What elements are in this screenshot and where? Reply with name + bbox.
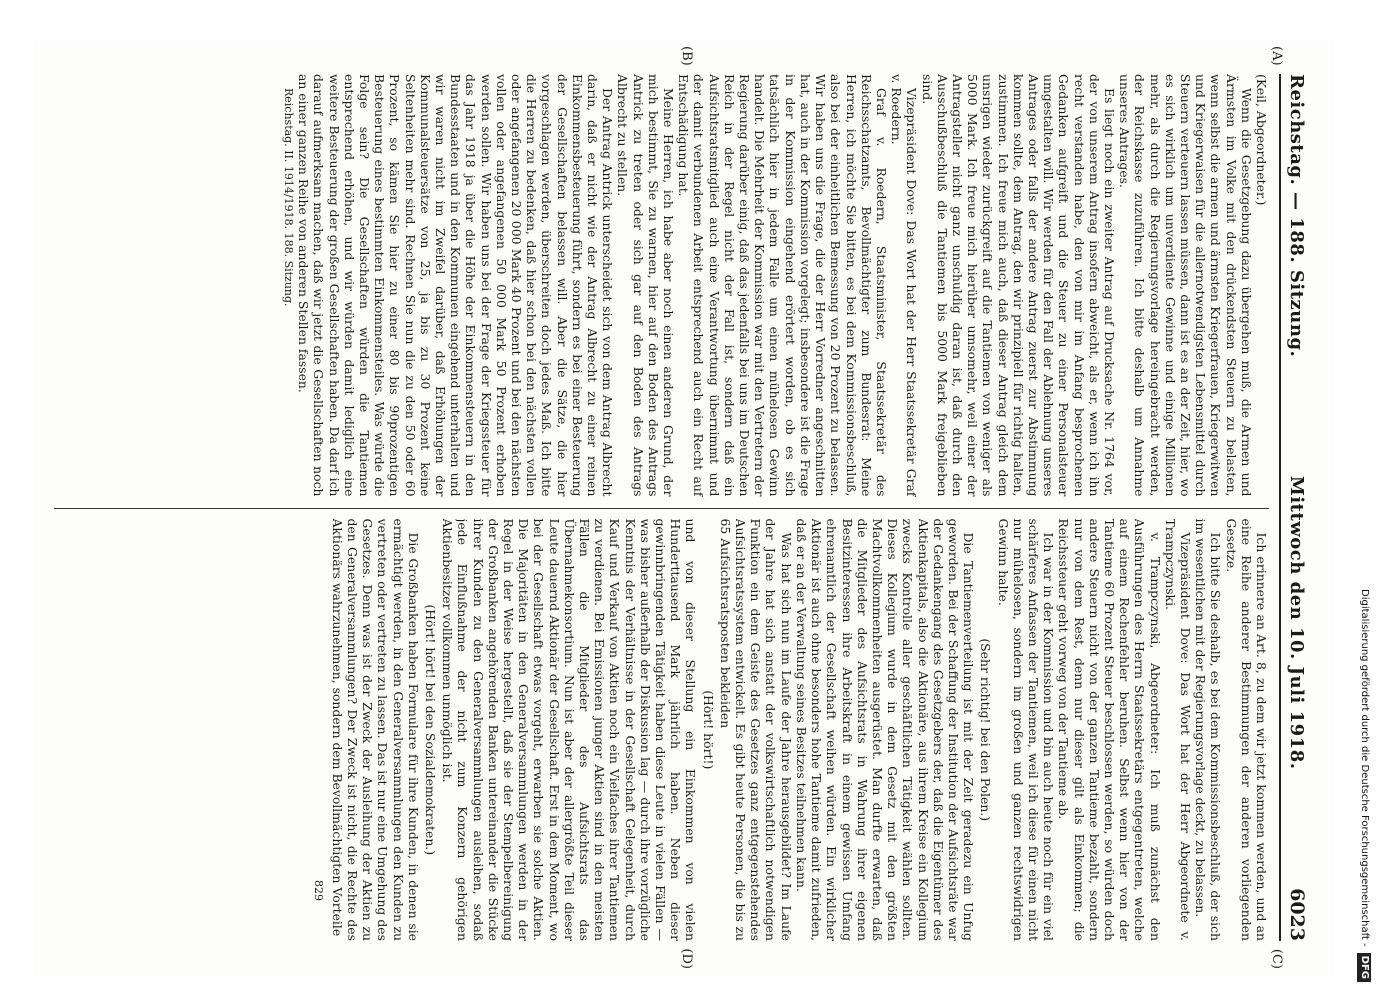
paragraph: Ich war in der Kommission und bin auch heute noch für ein viel schärferes Anfassen der Tantiemen, weil ich diese für einen nicht nur mühelosen, sondern im großen und ganzen rechtswidrigen Gewinn halte. xyxy=(995,518,1057,941)
paragraph: und von dieser Stellung ein Einkommen von vielen Hunderttausend Mark jährlich haben. Neben dieser gewinnbringenden Tätigkeit haben diese Leute in vielen Fällen — was bisher außerhalb der Diskussion lag — durch ihre vorzügliche Kenntnis der Verhältnisse in der Gesellschaft Gelegenheit, durch Kauf und Verkauf von Aktien noch ein Vielfaches ihrer Tantiemen zu verdienen. Bei Emissionen junger Aktien sind in den meisten Fällen die Mitglieder des Aufsichtsrats das Übernahmekonsortium. Nun ist aber der allergrößte Teil dieser Leute dauernd Aktionär der Gesellschaft. Erst in dem Moment, wo bei der Gesellschaft etwas vorgeht, erwarben sie solche Aktien. Die Majoritäten in den Generalversammlungen werden in der Regel in der Weise hergestellt, daß sie der Stempelbereinigung der Großbanken angehörenden Banken untereinander die Stücke ihrer Kunden zu den Generalversammlungen ausleihen, sodaß jede Einflußnahme der nicht zum Konzern gehörigen Aktienbesitzer vollkommen unmöglich ist. xyxy=(440,518,699,941)
digitization-credit xyxy=(1357,12,1371,982)
scanned-page xyxy=(34,40,1334,975)
margin-marker-d: (D) xyxy=(679,948,694,969)
page-footer: Reichstag. II. 1914/1918. 188. Sitzung. xyxy=(282,88,295,307)
paragraph: Ich erinnere an Art. 8, zu dem wir jetzt kommen werden, und an eine Reihe anderer Bestimmungen der anderen vorliegenden Gesetze. xyxy=(1223,518,1269,941)
newspaper-page xyxy=(34,40,1334,975)
sheet-number: 829 xyxy=(311,880,325,901)
paragraph: Meine Herren, ich habe aber noch einen anderen Grund, der mich bestimmt, Sie zu warnen, hier auf den Boden des Antrags Antrick zu treten oder sich gar auf den Boden des Antrags Albrecht zu stellen. xyxy=(615,74,677,497)
page-header xyxy=(1279,74,1308,941)
margin-marker-c: (C) xyxy=(1269,948,1284,969)
paragraph: Graf v. Roedern, Staatsminister, Staatssekretär des Reichsschatzamts, Bevollmächtigter zum Bundesrat: Meine Herren, ich möchte Sie bitten, es bei dem Kommissionsbeschluß, also bei der einheitlichen Bemessung von 20 Prozent zu belassen. Wir haben uns die Frage, die der Herr Vorredner angeschnitten hat, auch in der Kommission vorgelegt; insbesondere ist die Frage in der Kommission eingehend erörtert worden, ob es sich tatsächlich hier in jedem Falle um einen mühelosen Gewinn handelt. Die Mehrheit der Kommission war mit den Vertretern der Regierung darüber einig, daß das jedenfalls bei uns im Deutschen Reich in der Regel nicht der Fall ist, sondern daß ein Aufsichtsratsmitglied auch eine Verantwortung übernimmt und der damit verbundenen Arbeit entsprechend auch ein Recht auf Entschädigung hat. xyxy=(676,74,889,497)
paragraph: Wenn die Gesetzgebung dazu übergehen muß, die Armen und Ärmsten im Volke mit den drückendsten Steuern zu belasten, wenn selbst die armen und ärmsten Kriegerfrauen, Kriegerwitwen und Kriegerwaisen für die allernotwendigsten Lebensmittel durch Steuern verteuern lassen müssen, dann ist es an der Zeit, hier, wo es sich wirklich um unverdiente Gewinne und einige Millionen mehr, als durch die Regierungsvorlage hereingebracht werden, der Reichskasse zuzuführen. Ich bitte deshalb um Annahme unseres Antrages. xyxy=(1117,74,1254,497)
rotated-page-content xyxy=(34,40,1334,975)
paragraph: Die Großbanken haben Formulare für ihre Kunden, in denen sie ermächtigt werden, in den Generalversammlungen den Kunden zu vertreten oder vertreten zu lassen. Das ist nur eine Umgehung des Gesetzes. Denn was ist der Zweck der Ausleihung der Aktien zu den Generalversammlungen? Der Zweck ist nicht, die Rechte des Aktionärs wahrzunehmen, sondern dem Bevollmächtigten Vorteile xyxy=(329,518,421,941)
column-left xyxy=(54,74,1269,497)
header-session: Reichstag. — 188. Sitzung. xyxy=(1286,74,1307,358)
speaker-reference: (Keil, Abgeordneter.) xyxy=(1254,74,1269,206)
paragraph: Vizepräsident Dove: Das Wort hat der Herr Abgeordnete v. Trampczynski. xyxy=(1162,518,1193,941)
margin-marker-a: (A) xyxy=(1269,46,1284,66)
paragraph: Was hat sich nun im Laufe der Jahre herausgebildet? Im Laufe der Jahre hat sich anstatt der volkswirtschaftlich notwendigen Funktion ein dem Geiste des Gesetzes ganz entgegenstehendes Aufsichtsratssystem entwickelt. Es gibt heute Personen, die bis zu 65 Aufsichtsratsposten bekleiden xyxy=(717,518,794,941)
paragraph: v. Trampczynski, Abgeordneter: Ich muß zunächst den Ausführungen des Herrn Staatssekretärs entgegentreten, welche auf einem Rechenfehler beruhen. Selbst wenn hier von der Tantieme 60 Prozent Steuer beschlossen werden, so würden doch andere Steuern nicht von der ganzen Tantieme bezahlt, sondern nur von dem Rest, denn nur dieser gilt als Einkommen; die Reichssteuer geht vorweg von der Tantieme ab. xyxy=(1056,518,1163,941)
paragraph: Die Tantiemenverteilung ist mit der Zeit geradezu ein Unfug geworden. Bei der Schaffung der Institution der Aufsichtsräte war der Gedankengang des Gesetzgebers der, daß die Eigentümer des Aktienkapitals, also die Aktionäre, aus ihrem Kreise ein Kollegium zwecks Kontrolle aller geschäftlichen Tätigkeit wählen sollten. Dieses Kollegium wurde in dem Gesetz mit den größten Machtvollkommenheiten ausgerüstet. Man durfte erwarten, daß die Mitglieder des Aufsichtsrats in Wahrung ihrer eigenen Besitzinteressen ihre Arbeitskraft in einem gewissen Umfang ehrenamtlich der Gesellschaft weihen würden. Ein wirklicher Aktionär ist auch ohne besonders hohe Tantieme damit zufrieden, daß er an der Verwaltung seines Besitzes teilnehmen kann. xyxy=(793,518,977,941)
text-columns xyxy=(54,74,1269,941)
interjection: (Hört! hört! bei den Sozialdemokraten.) xyxy=(423,604,439,856)
header-date: Mittwoch den 10. Juli 1918. xyxy=(1286,475,1307,770)
interjection: (Hört! hört!) xyxy=(700,690,716,770)
header-page-number: 6023 xyxy=(1286,888,1308,941)
paragraph: Es liegt noch ein zweiter Antrag auf Drucksache Nr. 1764 vor, der von unserem Antrag insofern abweicht, als er, wenn ich ihn recht verstanden habe, den von mir im Anfang besprochenen Gedanken aufgreift und die Steuer zu einer Personalsteuer umgestalten will. Wir werden für den Fall der Ablehnung unseres Antrages oder falls der andere Antrag zuerst zur Abstimmung kommen sollte, dem Antrag, den wir prinzipiell für richtig halten, zustimmen. Ich freue mich auch, daß dieser Antrag gleich dem unsrigen wieder zurückgreift auf die Tantiemen von weniger als 5000 Mark. Ich freue mich hierüber umsomehr, weil einer der Antragsteller nicht ganz unschuldig daran ist, daß durch den Ausschußbeschluß die Tantiemen bis 5000 Mark freigeblieben sind. xyxy=(919,74,1117,497)
column-divider xyxy=(54,508,1269,509)
paragraph: Ich bitte Sie deshalb, es bei dem Kommissionsbeschluß, der sich im wesentlichen mit der Regierungsvorlage deckt, zu belassen. xyxy=(1193,518,1224,941)
credit-text: Digitalisierung gefördert durch die Deutsche Forschungsgemeinschaft - xyxy=(1359,589,1370,947)
paragraph: Vizepräsident Dove: Das Wort hat der Herr Staatssekretär Graf v. Roedern. xyxy=(889,74,920,497)
dfg-logo: DFG xyxy=(1357,953,1371,982)
column-right xyxy=(54,519,1269,942)
paragraph: Der Antrag Antrick unterscheidet sich von dem Antrag Albrecht darin, daß er nicht wie der Antrag Albrecht zu einer reinen Einkommensbesteuerung führt, sondern es bei einer Besteuerung der Gesellschaften belassen will. Aber die Sätze, die hier vorgeschlagen werden, überschreiten doch jedes Maß. Ich bitte die Herren zu bedenken, daß hier schon bei den nächsten vollen oder angefangenen 20 000 Mark 40 Prozent und bei den nächsten vollen oder angefangenen 50 000 Mark 50 Prozent erhoben werden sollen. Wir haben uns bei der Frage der Kriegssteuer für das Jahr 1918 ja über die Höhe der Einkommensteuern in den Bundesstaaten und in den Kommunen eingehend unterhalten und wir waren nicht im Zweifel darüber, daß Erhöhungen der Kommunalsteuersätze von 25, ja bis zu 30 Prozent keine Seltenheiten mehr sind. Rechnen Sie nun die zu den 50 oder 60 Prozent, so kämen Sie hier zu einer 80 bis 90prozentigen Besteuerung eines bestimmten Einkommensteiles. Was würde die Folge sein? Die Gesellschaften würden die Tantiemen entsprechend erhöhen, und wir würden damit lediglich eine weitere Besteuerung der großen Gesellschaften haben. Da darf ich darauf aufmerksam machen, daß wir jetzt die Gesellschaften noch an einer ganzen Reihe von anderen Stellen fassen. xyxy=(296,74,616,497)
margin-marker-b: (B) xyxy=(679,46,694,66)
interjection: (Sehr richtig! bei den Polen.) xyxy=(978,638,994,822)
